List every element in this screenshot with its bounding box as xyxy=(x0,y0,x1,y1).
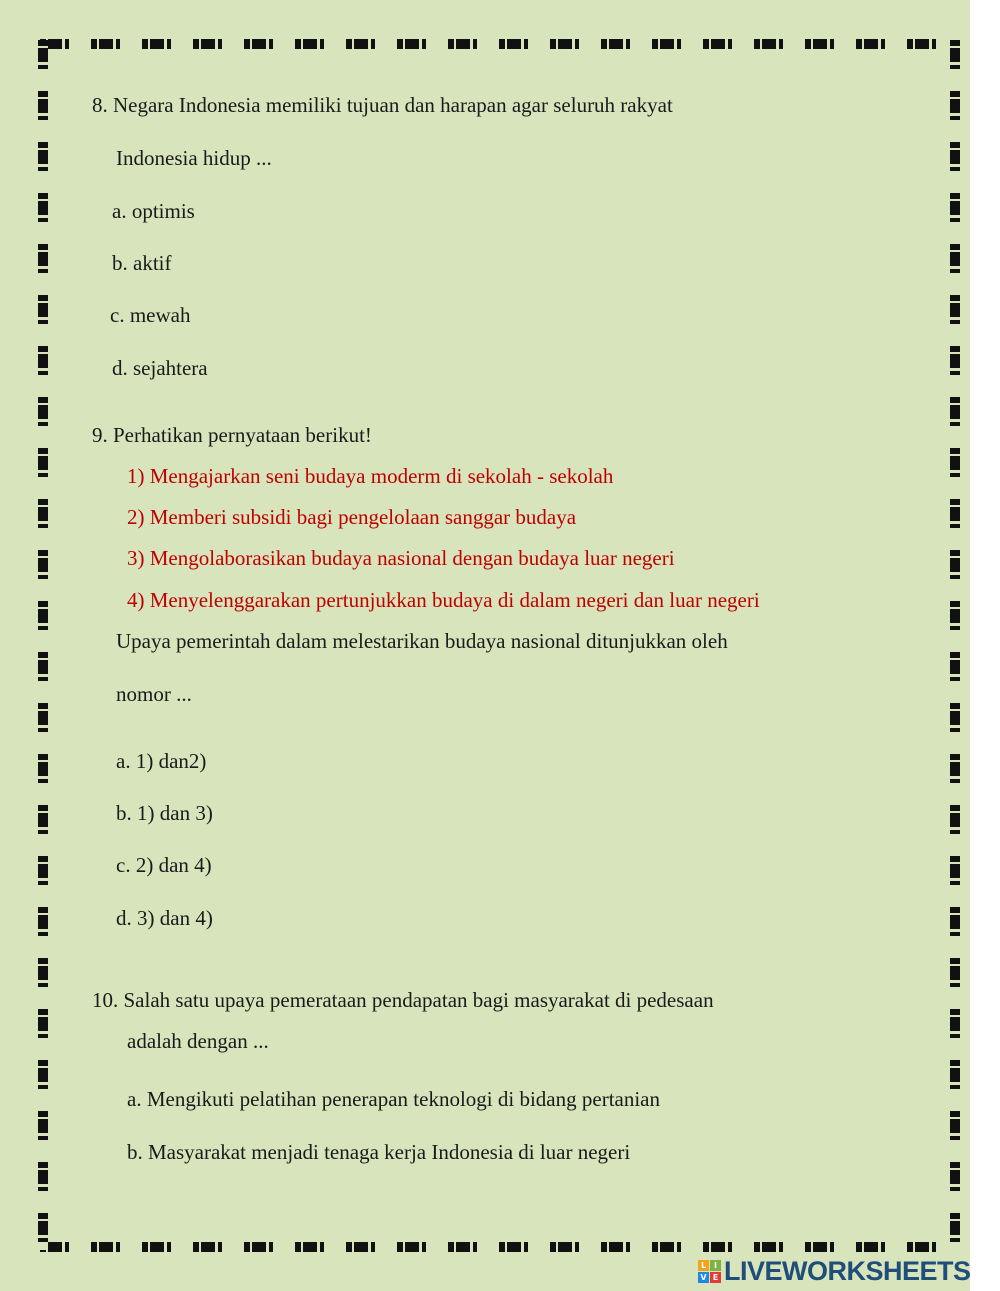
border-right xyxy=(950,40,960,1250)
logo-letter-i: I xyxy=(710,1260,721,1271)
question-9-statement-1: 1) Mengajarkan seni budaya moderm di sekolah - sekolah xyxy=(127,464,614,488)
question-9-line-1: Upaya pemerintah dalam melestarikan budaya nasional ditunjukkan oleh xyxy=(116,629,728,653)
question-10-line-2: adalah dengan ... xyxy=(127,1029,269,1053)
question-9-statement-3: 3) Mengolaborasikan budaya nasional dengan budaya luar negeri xyxy=(127,546,675,570)
border-bottom xyxy=(40,1242,958,1252)
logo-letter-v: V xyxy=(698,1272,709,1283)
liveworksheets-logo xyxy=(698,1257,971,1285)
question-10-option-b: b. Masyarakat menjadi tenaga kerja Indonesia di luar negeri xyxy=(127,1140,631,1164)
question-9-intro: 9. Perhatikan pernyataan berikut! xyxy=(92,423,372,447)
question-8-option-b: b. aktif xyxy=(112,251,172,275)
question-9-option-b: b. 1) dan 3) xyxy=(116,801,213,825)
question-9-statement-4: 4) Menyelenggarakan pertunjukkan budaya di dalam negeri dan luar negeri xyxy=(127,588,760,612)
border-top xyxy=(40,39,958,49)
question-9-statement-2: 2) Memberi subsidi bagi pengelolaan sanggar budaya xyxy=(127,505,577,529)
question-9-line-2: nomor ... xyxy=(116,682,192,706)
question-10-option-a: a. Mengikuti pelatihan penerapan teknologi di bidang pertanian xyxy=(127,1087,660,1111)
question-8-line-1: 8. Negara Indonesia memiliki tujuan dan harapan agar seluruh rakyat xyxy=(92,93,673,117)
question-9-option-a: a. 1) dan2) xyxy=(116,749,207,773)
logo-letter-l: L xyxy=(698,1260,709,1271)
border-left xyxy=(38,40,48,1250)
question-8-option-d: d. sejahtera xyxy=(112,356,208,380)
logo-grid-icon xyxy=(698,1260,721,1283)
question-9-option-d: d. 3) dan 4) xyxy=(116,906,213,930)
logo-letter-e: E xyxy=(710,1272,721,1283)
question-8-option-a: a. optimis xyxy=(112,199,195,223)
question-8-option-c: c. mewah xyxy=(110,303,191,327)
logo-text: LIVEWORKSHEETS xyxy=(724,1255,971,1286)
question-8-line-2: Indonesia hidup ... xyxy=(116,146,272,170)
question-10-line-1: 10. Salah satu upaya pemerataan pendapatan bagi masyarakat di pedesaan xyxy=(92,988,714,1012)
question-9-option-c: c. 2) dan 4) xyxy=(116,853,212,877)
